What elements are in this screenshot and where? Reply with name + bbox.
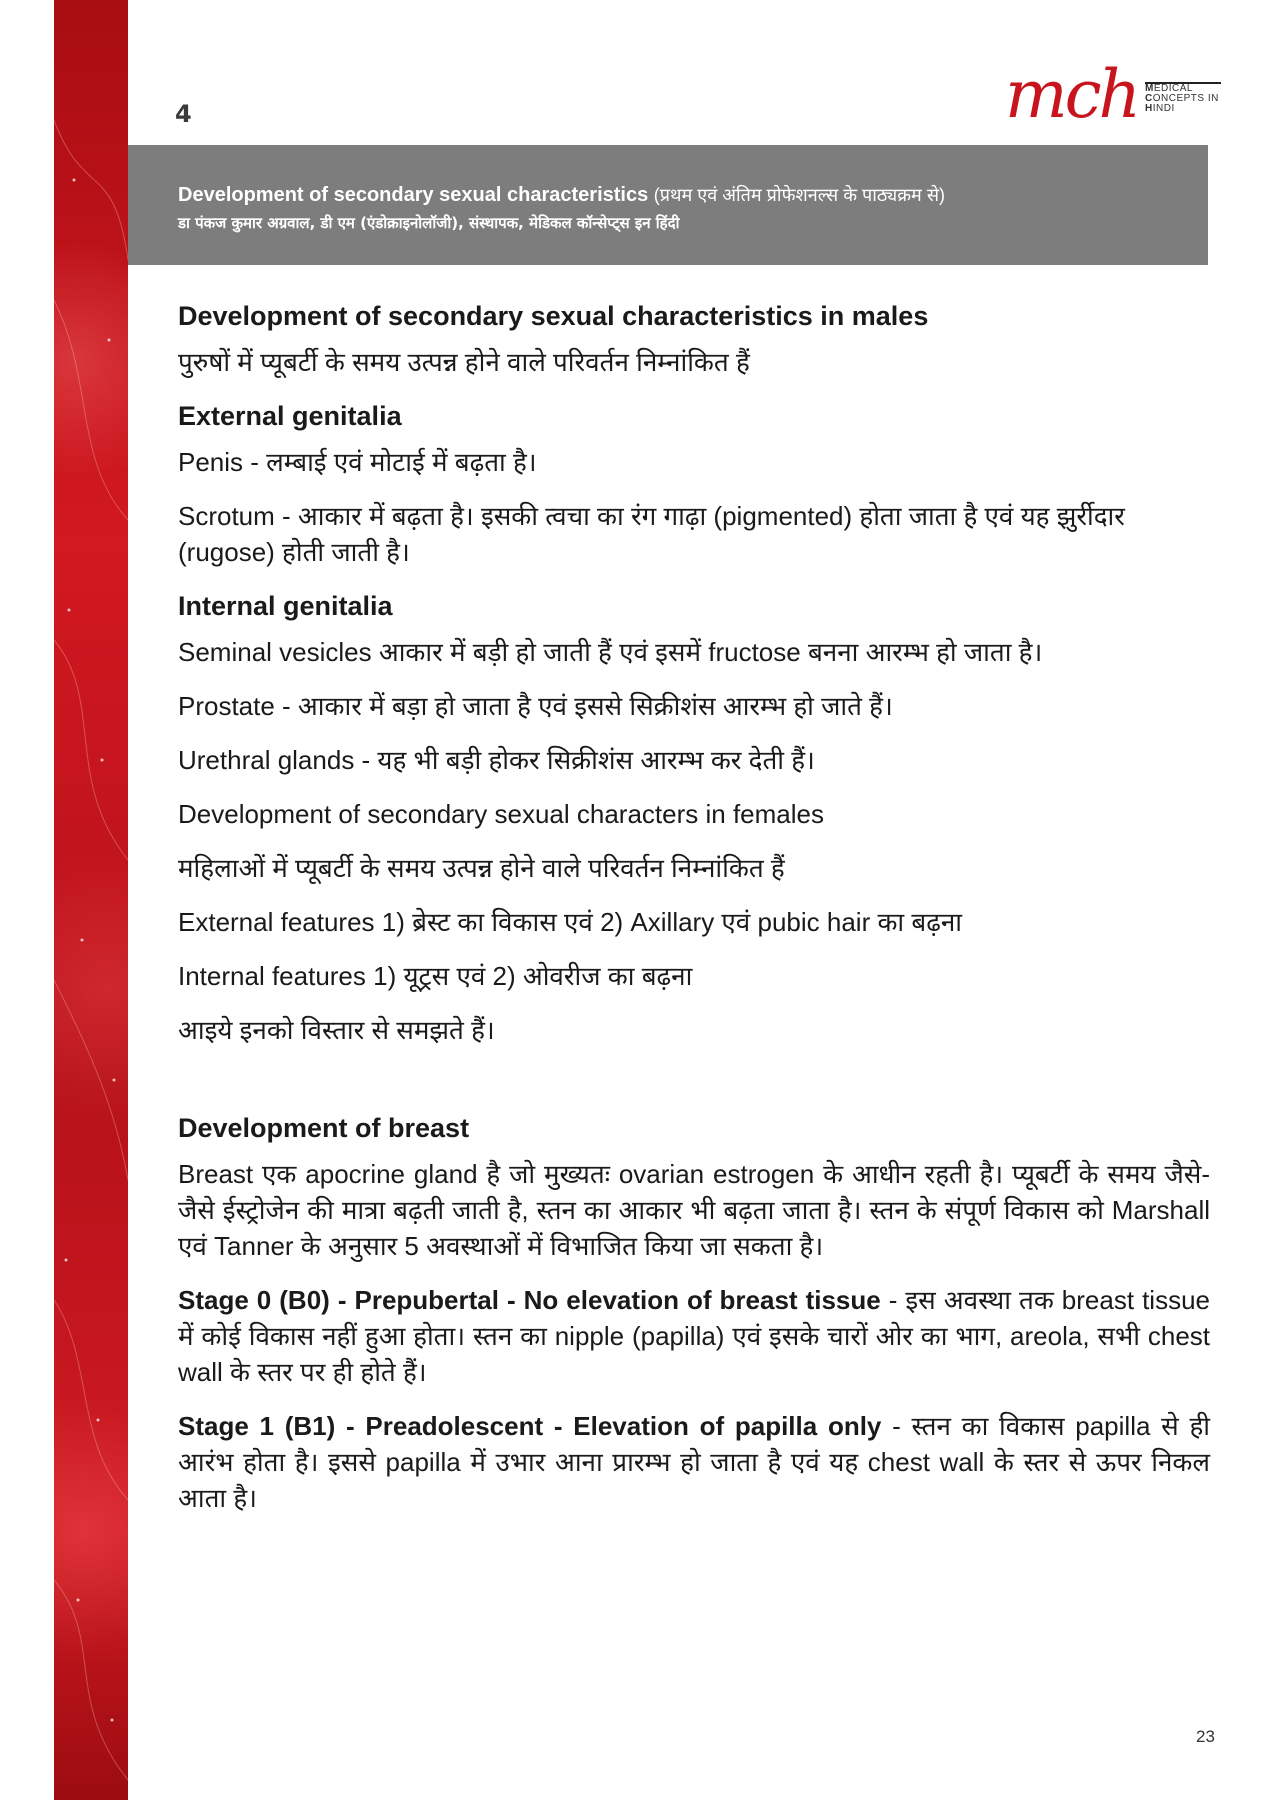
stage-0-title: Stage 0 (B0) - Prepubertal - No elevation of breast tissue [178,1285,881,1315]
external-genitalia-heading: External genitalia [178,401,402,431]
logo-line-3: HINDI [1145,103,1175,114]
males-intro: पुरुषों में प्यूबर्टी के समय उत्पन्न होने वाले परिवर्तन निम्नांकित हैं [178,347,750,377]
section-spacer [178,1066,1210,1110]
chapter-title-hindi: (प्रथम एवं अंतिम प्रोफेशनल्स के पाठ्यक्रम से) [653,185,945,205]
breast-paragraph: Breast एक apocrine gland है जो मुख्यतः ovarian estrogen के आधीन रहती है। प्यूबर्टी के समय जैसे-जैसे ईस्ट्रोजेन की मात्रा बढ़ती जाती है, स्तन का आकार भी बढ़ता जाता है। स्तन के संपूर्ण विकास को Marshall एवं Tanner के अनुसार 5 अवस्थाओं में विभाजित किया जा सकता है। [178,1159,1210,1261]
scrotum-text: Scrotum - आकार में बढ़ता है। इसकी त्वचा का रंग गाढ़ा (pigmented) होता जाता है एवं यह झुर्रीदार (rugose) होती जाती है। [178,501,1125,567]
logo-line-2: CONCEPTS IN [1145,93,1219,104]
logo-text [1145,84,1220,114]
page-number: 23 [1196,1727,1215,1746]
stage-1-paragraph [178,1408,1210,1516]
breast-heading: Development of breast [178,1113,470,1143]
seminal-vesicles-text: Seminal vesicles आकार में बड़ी हो जाती हैं एवं इसमें fructose बनना आरम्भ हो जाता है। [178,637,1043,667]
chapter-title-english: Development of secondary sexual characteristics [178,184,649,206]
females-intro: महिलाओं में प्यूबर्टी के समय उत्पन्न होने वाले परिवर्तन निम्नांकित हैं [178,853,785,883]
decorative-side-band [54,0,128,1800]
stage-0-text: - इस अवस्था तक breast tissue में कोई विकास नहीं हुआ होता। स्तन का nipple (papilla) एवं इसके चारों ओर का भाग, areola, सभी chest wall के स्तर पर ही होते हैं। [178,1285,1210,1387]
females-heading: Development of secondary sexual characters in females [178,799,824,829]
mch-logo [1005,52,1220,132]
chapter-title [178,183,1188,207]
author-line: डा पंकज कुमार अग्रवाल, डी एम (एंडोक्राइनोलॉजी), संस्थापक, मेडिकल कॉन्सेप्ट्स इन हिंदी [178,214,680,232]
logo-line-1: MEDICAL [1145,83,1193,94]
chapter-header-band [128,145,1208,265]
lets-understand-text: आइये इनको विस्तार से समझते हैं। [178,1015,495,1045]
page-content [178,298,1210,1534]
stage-1-title: Stage 1 (B1) - Preadolescent - Elevation of papilla only [178,1411,882,1441]
stage-0-paragraph [178,1282,1210,1390]
external-features-text: External features 1) ब्रेस्ट का विकास एवं 2) Axillary एवं pubic hair का बढ़ना [178,907,963,937]
band-pattern [54,0,128,1800]
internal-features-text: Internal features 1) यूट्रस एवं 2) ओवरीज का बढ़ना [178,961,693,991]
penis-text: Penis - लम्बाई एवं मोटाई में बढ़ता है। [178,447,537,477]
urethral-glands-text: Urethral glands - यह भी बड़ी होकर सिक्रीशंस आरम्भ कर देती हैं। [178,745,815,775]
internal-genitalia-heading: Internal genitalia [178,591,393,621]
males-heading: Development of secondary sexual characteristics in males [178,301,929,331]
chapter-number: 4 [175,100,192,128]
logo-mark: mch [1005,56,1139,133]
stage-1-text: - स्तन का विकास papilla से ही आरंभ होता है। इससे papilla में उभार आना प्रारम्भ हो जाता है एवं यह chest wall के स्तर से ऊपर निकल आता है। [178,1411,1211,1513]
prostate-text: Prostate - आकार में बड़ा हो जाता है एवं इससे सिक्रीशंस आरम्भ हो जाते हैं। [178,691,893,721]
